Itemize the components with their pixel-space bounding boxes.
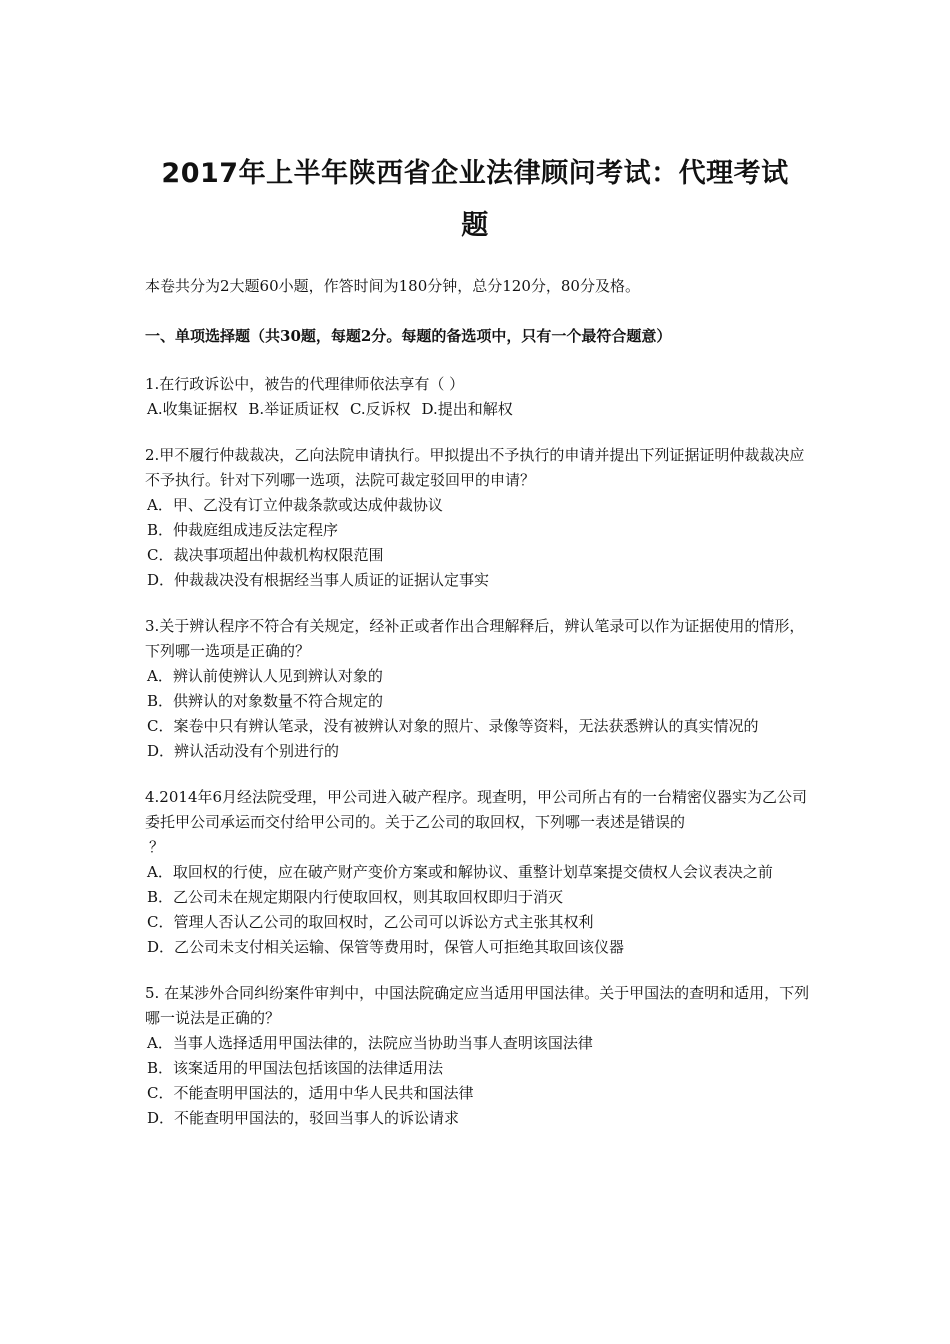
option-d: D．辨认活动没有个别进行的 [147,742,340,760]
option-d: D．乙公司未支付相关运输、保管等费用时，保管人可拒绝其取回该仪器 [147,938,625,956]
question-1 [145,372,810,422]
option-a: A．取回权的行使，应在破产财产变价方案或和解协议、重整计划草案提交债权人会议表决之前 [147,863,773,881]
section-heading: 一、单项选择题（共30题，每题2分。每题的备选项中，只有一个最符合题意） [145,327,672,345]
question-4 [145,785,810,960]
question-stem: 5. 在某涉外合同纠纷案件审判中，中国法院确定应当适用甲国法律。关于甲国法的查明和适用，下列哪一说法是正确的？ [145,984,810,1027]
question-stem-continuation: ？ [149,838,165,856]
option-d: D．仲裁裁决没有根据经当事人质证的证据认定事实 [147,571,490,589]
option-a: A．辨认前使辨认人见到辨认对象的 [147,667,383,685]
option-b: B．乙公司未在规定期限内行使取回权，则其取回权即归于消灭 [147,888,564,906]
question-list [145,372,810,1152]
option-c: C．裁决事项超出仲裁机构权限范围 [147,546,384,564]
option-b: B．供辨认的对象数量不符合规定的 [147,692,384,710]
document-title [140,148,810,252]
option-c: C．不能查明甲国法的，适用中华人民共和国法律 [147,1084,474,1102]
option-a: A．甲、乙没有订立仲裁条款或达成仲裁协议 [147,496,443,514]
option-a: A．当事人选择适用甲国法律的，法院应当协助当事人查明该国法律 [147,1034,593,1052]
question-3 [145,614,810,764]
question-5 [145,981,810,1131]
option-b: B.举证质证权 [248,400,340,418]
question-2 [145,443,810,593]
question-stem: 3.关于辨认程序不符合有关规定，经补正或者作出合理解释后，辨认笔录可以作为证据使用的情形，下列哪一选项是正确的？ [145,617,805,660]
question-stem: 1.在行政诉讼中，被告的代理律师依法享有（ ） [145,375,465,393]
option-b: B．仲裁庭组成违反法定程序 [147,521,339,539]
option-d: D.提出和解权 [421,400,513,418]
question-options-inline [145,397,810,422]
exam-intro: 本卷共分为2大题60小题，作答时间为180分钟，总分120分，80分及格。 [145,277,640,295]
question-stem: 4.2014年6月经法院受理，甲公司进入破产程序。现查明，甲公司所占有的一台精密仪器实为乙公司委托甲公司承运而交付给甲公司的。关于乙公司的取回权，下列哪一表述是错误的 [145,788,808,831]
option-d: D．不能查明甲国法的，驳回当事人的诉讼请求 [147,1109,460,1127]
option-c: C．管理人否认乙公司的取回权时，乙公司可以诉讼方式主张其权利 [147,913,594,931]
option-a: A.收集证据权 [147,400,238,418]
question-stem: 2.甲不履行仲裁裁决，乙向法院申请执行。甲拟提出不予执行的申请并提出下列证据证明仲裁裁决应不予执行。针对下列哪一选项，法院可裁定驳回甲的申请？ [145,446,805,489]
option-c: C.反诉权 [349,400,411,418]
option-c: C．案卷中只有辨认笔录，没有被辨认对象的照片、录像等资料，无法获悉辨认的真实情况的 [147,717,759,735]
option-b: B．该案适用的甲国法包括该国的法律适用法 [147,1059,444,1077]
title-line-1: 2017年上半年陕西省企业法律顾问考试：代理考试 [161,158,789,189]
title-line-2: 题 [461,210,489,241]
